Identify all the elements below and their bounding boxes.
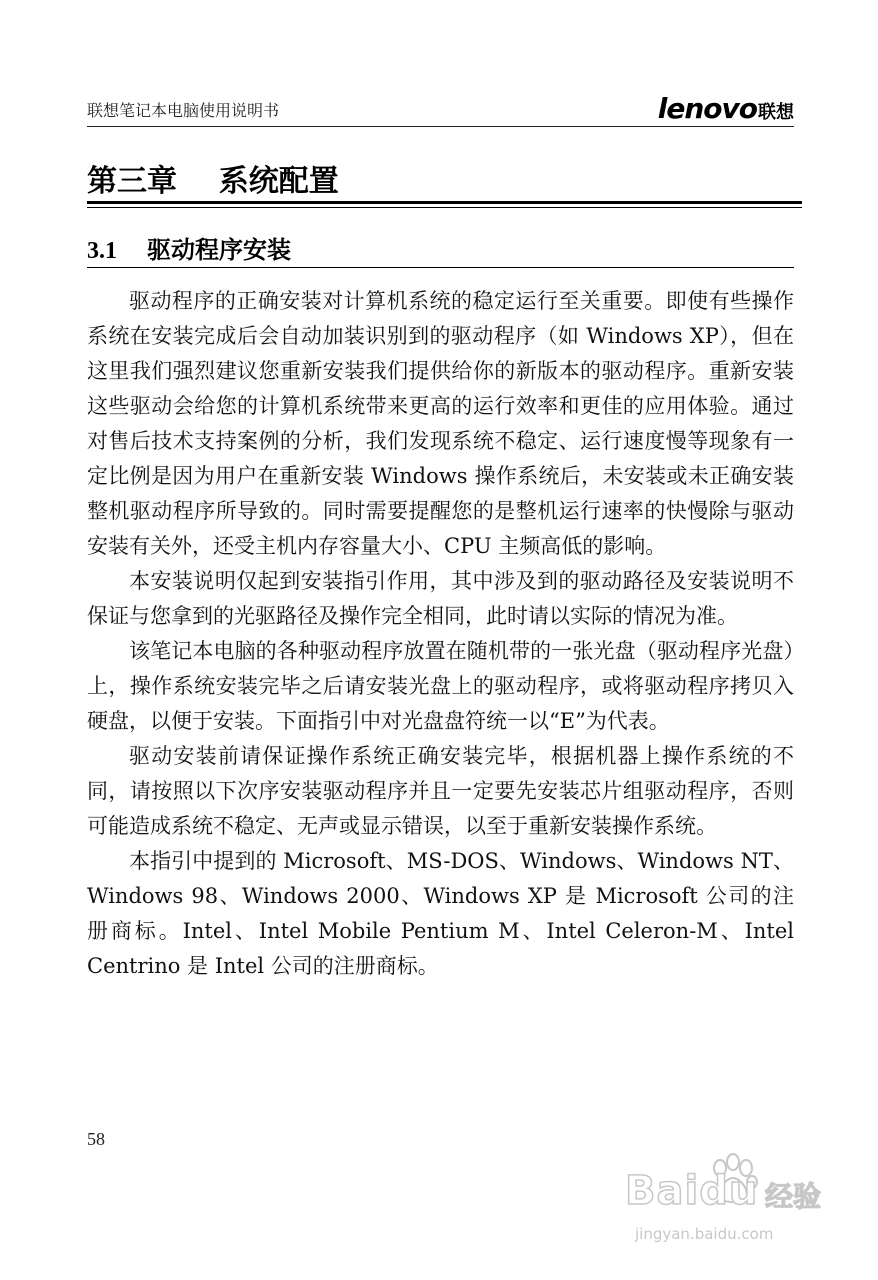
header-divider <box>87 126 794 127</box>
section-heading <box>87 230 291 265</box>
body-text <box>87 284 794 984</box>
header-title: 联想笔记本电脑使用说明书 <box>87 101 280 120</box>
paragraph: 本安装说明仅起到安装指引作用，其中涉及到的驱动路径及安装说明不保证与您拿到的光驱路径及操作完全相同，此时请以实际的情况为准。 <box>87 569 794 628</box>
logo-cn-text: 联想 <box>758 102 794 123</box>
chapter-divider-thin <box>87 207 802 208</box>
lenovo-logo <box>658 92 794 125</box>
section-title: 驱动程序安装 <box>147 236 291 264</box>
section-number: 3.1 <box>87 238 117 264</box>
page-header <box>87 92 794 128</box>
chapter-title: 第三章 系统配置 <box>87 164 339 199</box>
logo-text: lenovo <box>657 92 757 125</box>
page-number: 58 <box>87 1129 105 1149</box>
watermark-cn: 经验 <box>765 1180 822 1213</box>
section-divider <box>87 267 794 268</box>
paragraph: 本指引中提到的 Microsoft、MS-DOS、Windows、Windows NT、Windows 98、Windows 2000、Windows XP 是 Microsoft 公司的注册商标。Intel、Intel Mobile Pentium M、Intel Celeron-M、Intel Centrino 是 Intel 公司的注册商标。 <box>87 849 794 978</box>
paragraph: 驱动程序的正确安装对计算机系统的稳定运行至关重要。即使有些操作系统在安装完成后会自动加装识别到的驱动程序（如 Windows XP），但在这里我们强烈建议您重新安装我们提供给你的新版本的驱动程序。重新安装这些驱动会给您的计算机系统带来更高的运行效率和更佳的应用体验。通过对售后技术支持案例的分析，我们发现系统不稳定、运行速度慢等现象有一定比例是因为用户在重新安装 Windows 操作系统后，未安装或未正确安装整机驱动程序所导致的。同时需要提醒您的是整机运行速率的快慢除与驱动安装有关外，还受主机内存容量大小、CPU 主频高低的影响。 <box>87 289 794 558</box>
paragraph: 该笔记本电脑的各种驱动程序放置在随机带的一张光盘（驱动程序光盘）上，操作系统安装完毕之后请安装光盘上的驱动程序，或将驱动程序拷贝入硬盘，以便于安装。下面指引中对光盘盘符统一以“E”为代表。 <box>87 639 794 733</box>
chapter-divider-thick <box>87 201 802 204</box>
watermark-url: jingyan.baidu.com <box>635 1225 774 1243</box>
watermark-brand: Baidu <box>625 1168 759 1214</box>
baidu-watermark <box>615 1150 865 1260</box>
paragraph: 驱动安装前请保证操作系统正确安装完毕，根据机器上操作系统的不同，请按照以下次序安装驱动程序并且一定要先安装芯片组驱动程序，否则可能造成系统不稳定、无声或显示错误，以至于重新安装操作系统。 <box>87 744 794 838</box>
